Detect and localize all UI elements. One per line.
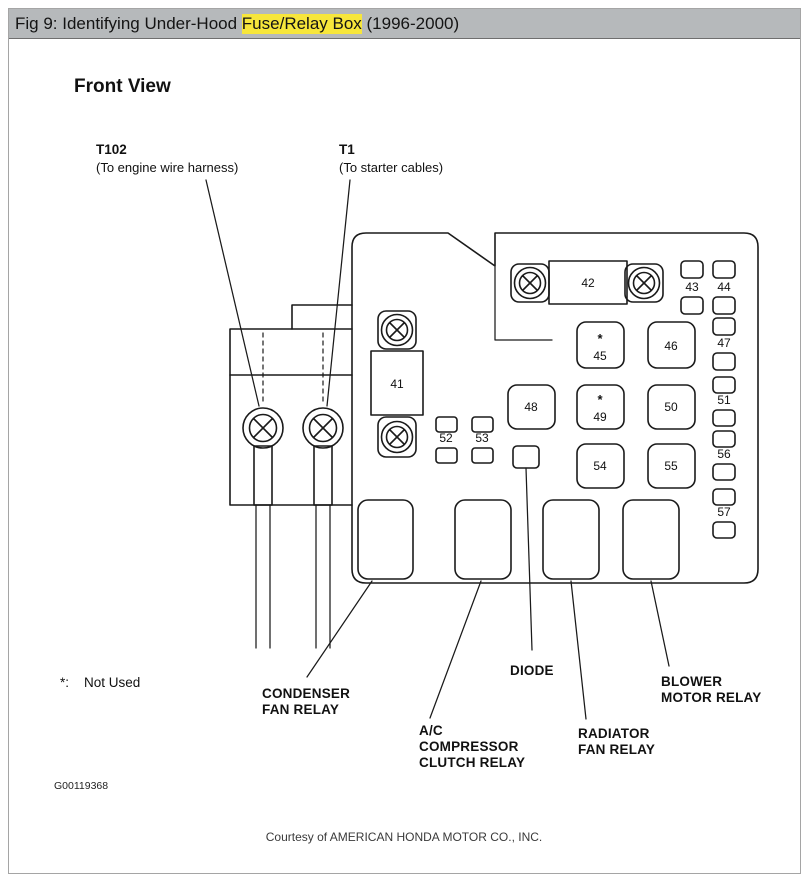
fuse-50 [648,385,695,429]
fuse-51 [713,377,735,426]
radiator-fan-relay-label [578,726,655,757]
not-used-text: Not Used [84,675,141,690]
fuse-49 [577,385,624,429]
fuse-43 [681,261,703,314]
fuse-45-star: * [597,331,603,346]
relay-ac-compressor-clutch [455,500,511,579]
fuse-43-number: 43 [685,280,699,294]
blower-motor-relay-label [661,674,761,705]
relay-condenser-fan [358,500,413,579]
callout-t102-label: T102 [96,142,127,157]
fuse-52 [436,417,457,463]
relay-41 [371,311,423,457]
callout-t1-label: T1 [339,142,355,157]
part-number: G00119368 [54,780,109,792]
t102-leader-line [206,180,259,406]
figure-title-suffix: (1996-2000) [361,13,460,33]
figure-title-highlight: Fuse/Relay Box [241,13,362,33]
svg-text:BLOWER: BLOWER [661,674,723,689]
not-used-note [60,675,140,690]
fuse-44-number: 44 [717,280,731,294]
fuse-49-number: 49 [593,410,607,424]
fuse-44 [713,261,735,314]
fuse-47 [713,318,735,370]
fuse-54 [577,444,624,488]
fuse-42-number: 42 [581,276,595,290]
svg-text:COMPRESSOR: COMPRESSOR [419,739,519,754]
ac-leader-line [430,581,481,718]
fuse-53-number: 53 [475,431,489,445]
fuse-49-star: * [597,392,603,407]
radiator-leader-line [571,581,586,719]
callout-t1-desc: (To starter cables) [339,160,444,175]
fuse-42 [511,261,663,304]
svg-text:CONDENSER: CONDENSER [262,686,351,701]
fuse-54-number: 54 [593,459,607,473]
fuse-47-number: 47 [717,336,731,350]
front-view-title: Front View [74,76,171,97]
diode-component [513,446,539,650]
fuse-56 [713,431,735,480]
diode-label: DIODE [510,663,554,678]
fuse-56-number: 56 [717,447,731,461]
footer-credit: Courtesy of AMERICAN HONDA MOTOR CO., INC. [265,830,543,844]
ac-compressor-clutch-relay-label [419,723,525,770]
fuse-50-number: 50 [664,400,678,414]
callout-t102-desc: (To engine wire harness) [96,160,239,175]
fuse-51-number: 51 [717,393,731,407]
fuse-53 [472,417,493,463]
svg-text:FAN RELAY: FAN RELAY [262,702,340,717]
terminal-t1 [303,408,343,448]
fuse-45-number: 45 [593,349,607,363]
callout-t102 [96,142,259,406]
fuse-52-number: 52 [439,431,453,445]
diode-leader-line [526,468,532,650]
fuse-57-number: 57 [717,505,731,519]
svg-text:MOTOR RELAY: MOTOR RELAY [661,690,762,705]
condenser-leader-line [307,581,372,677]
fuse-55-number: 55 [664,459,678,473]
fuse-48-number: 48 [524,400,538,414]
callout-t1 [327,142,443,406]
fuse-45 [577,322,624,368]
terminal-wires [256,505,330,648]
t1-leader-line [327,180,350,406]
fuse-48 [508,385,555,429]
svg-text:FAN RELAY: FAN RELAY [578,742,656,757]
condenser-fan-relay-label [262,686,350,717]
fuse-46 [648,322,695,368]
svg-text:CLUTCH RELAY: CLUTCH RELAY [419,755,526,770]
fuse-57 [713,489,735,538]
figure-title-prefix: Fig 9: Identifying Under-Hood [15,13,242,33]
fuse-55 [648,444,695,488]
svg-text:RADIATOR: RADIATOR [578,726,650,741]
svg-text:A/C: A/C [419,723,443,738]
not-used-star: *: [60,675,70,690]
relay-radiator-fan [543,500,599,579]
relay-blower-motor [623,500,679,579]
fusebox-inner-ridge [495,267,552,340]
blower-leader-line [651,581,669,666]
fuse-46-number: 46 [664,339,678,353]
fuse-41-number: 41 [390,377,404,391]
terminal-t102 [243,408,283,448]
